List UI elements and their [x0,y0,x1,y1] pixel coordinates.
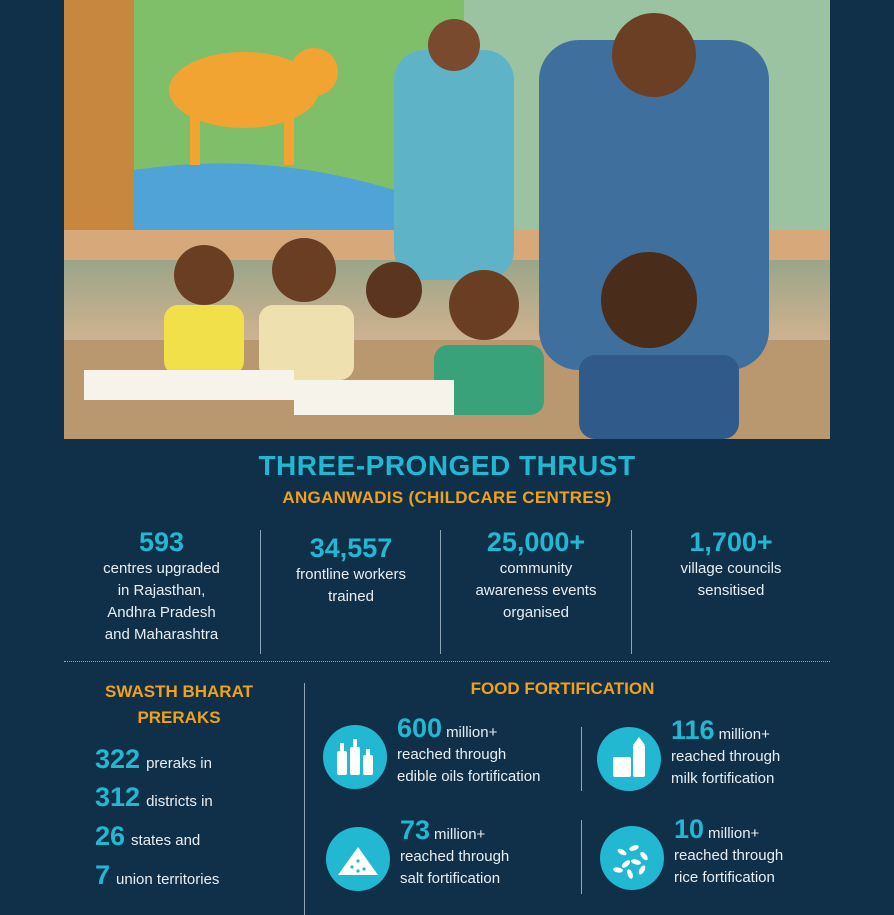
stat-village-councils [632,526,830,602]
swasth-item: 7 union territories [95,860,220,890]
fortification-value: 600 [397,713,443,743]
stat-centres [64,526,259,646]
stat-value: 593 [138,527,185,557]
stat-frontline-workers [261,532,441,608]
stat-text: frontline workers trained [295,566,407,605]
stat-text: centres upgraded in Rajasthan, Andhra Pradesh and Maharashtra [103,560,220,643]
salt-icon [326,827,390,891]
stat-value: 34,557 [309,533,393,563]
stat-value: 25,000+ [486,527,586,557]
swasth-title: SWASTH BHARAT PRERAKS [105,682,253,727]
fortification-value: 73 [400,815,431,845]
stat-text: community awareness events organised [475,560,597,621]
oil-bottles-icon [323,725,387,789]
swasth-item: 312 districts in [95,782,213,812]
anganwadi-stats [64,526,830,654]
section-subtitle: ANGANWADIS (CHILDCARE CENTRES) [282,488,612,507]
divider [581,820,582,894]
stat-awareness-events [441,526,631,624]
divider [581,727,582,791]
page-title: THREE-PRONGED THRUST [258,450,636,481]
rice-icon [600,826,664,890]
fortification-value: 10 [674,814,705,844]
section-divider [64,661,830,662]
stat-text: village councils sensitised [680,560,782,599]
swasth-item: 26 states and [95,821,201,851]
stat-value: 1,700+ [689,527,773,557]
fortification-value: 116 [671,715,715,745]
classroom-photo [64,0,830,439]
divider [304,683,305,915]
swasth-item: 322 preraks in [95,744,212,774]
milk-icon [597,727,661,791]
fortification-title: FOOD FORTIFICATION [470,679,655,698]
